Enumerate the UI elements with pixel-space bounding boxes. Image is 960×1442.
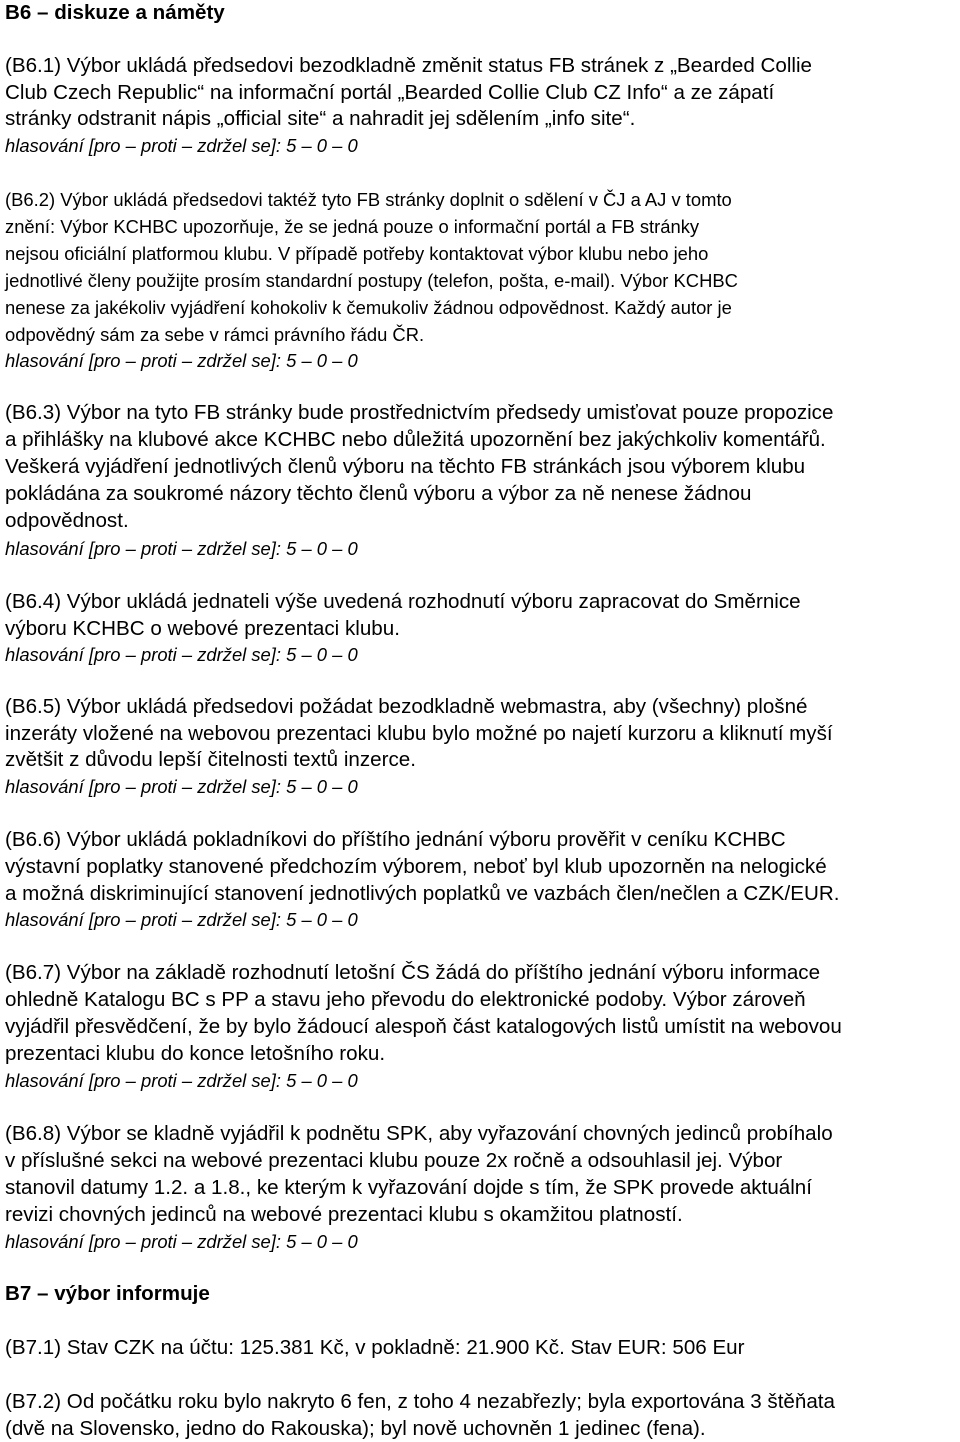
paragraph-line: stanovil datumy 1.2. a 1.8., ke kterým k vyřazování dojde s tím, že SPK provede aktuální: [5, 1176, 812, 1199]
paragraph-line: odpovědnost.: [5, 509, 129, 532]
paragraph-line: (B6.5) Výbor ukládá předsedovi požádat bezodkladně webmastra, aby (všechny) plošné: [5, 695, 808, 718]
vote-line: hlasování [pro – proti – zdržel se]: 5 – 0 – 0: [5, 135, 358, 156]
paragraph-line: inzeráty vložené na webovou prezentaci klubu bylo možné po najetí kurzoru a kliknutí myší: [5, 722, 833, 745]
paragraph-line: (B6.4) Výbor ukládá jednateli výše uvedená rozhodnutí výboru zapracovat do Směrnice: [5, 590, 801, 613]
paragraph-line: revizi chovných jedinců na webové prezentaci klubu s okamžitou platností.: [5, 1203, 683, 1226]
section-b6-heading: B6 – diskuze a náměty: [5, 1, 225, 24]
paragraph-line: zvětšit z důvodu lepší čitelnosti textů inzerce.: [5, 748, 416, 771]
vote-line: hlasování [pro – proti – zdržel se]: 5 – 0 – 0: [5, 644, 358, 665]
paragraph-line: (B7.1) Stav CZK na účtu: 125.381 Kč, v pokladně: 21.900 Kč. Stav EUR: 506 Eur: [5, 1336, 745, 1359]
paragraph-line: odpovědný sám za sebe v rámci právního řádu ČR.: [5, 324, 425, 345]
paragraph-line: stránky odstranit nápis „official site“ a nahradit jej sdělením „info site“.: [5, 107, 636, 130]
paragraph-line: jednotlivé členy použijte prosím standardní postupy (telefon, pošta, e-mail). Výbor KCHBC: [5, 270, 738, 291]
paragraph-line: (B6.6) Výbor ukládá pokladníkovi do příštího jednání výboru prověřit v ceníku KCHBC: [5, 828, 786, 851]
paragraph-line: výboru KCHBC o webové prezentaci klubu.: [5, 617, 400, 640]
vote-line: hlasování [pro – proti – zdržel se]: 5 – 0 – 0: [5, 538, 358, 559]
vote-line: hlasování [pro – proti – zdržel se]: 5 – 0 – 0: [5, 1231, 358, 1252]
paragraph-line: Veškerá vyjádření jednotlivých členů výboru na těchto FB stránkách jsou výborem klubu: [5, 455, 806, 478]
paragraph-line: (dvě na Slovensko, jedno do Rakouska); byl nově uchovněn 1 jedinec (fena).: [5, 1417, 706, 1440]
paragraph-line: znění: Výbor KCHBC upozorňuje, že se jedná pouze o informační portál a FB stránky: [5, 216, 700, 237]
paragraph-line: nejsou oficiální platformou klubu. V případě potřeby kontaktovat výbor klubu nebo jeho: [5, 243, 709, 264]
paragraph-line: v příslušné sekci na webové prezentaci klubu pouze 2x ročně a odsouhlasil jej. Výbor: [5, 1149, 783, 1172]
vote-line: hlasování [pro – proti – zdržel se]: 5 – 0 – 0: [5, 776, 358, 797]
paragraph-line: (B6.7) Výbor na základě rozhodnutí letošní ČS žádá do příštího jednání výboru informace: [5, 961, 821, 984]
vote-line: hlasování [pro – proti – zdržel se]: 5 – 0 – 0: [5, 350, 358, 371]
paragraph-line: (B6.8) Výbor se kladně vyjádřil k podnětu SPK, aby vyřazování chovných jedinců probíhalo: [5, 1122, 833, 1145]
paragraph-line: pokládána za soukromé názory těchto členů výboru a výbor za ně nenese žádnou: [5, 482, 752, 505]
vote-line: hlasování [pro – proti – zdržel se]: 5 – 0 – 0: [5, 1070, 358, 1091]
paragraph-line: (B6.2) Výbor ukládá předsedovi taktéž tyto FB stránky doplnit o sdělení v ČJ a AJ v tomto: [5, 189, 732, 210]
paragraph-line: výstavní poplatky stanovené předchozím výborem, neboť byl klub upozorněn na nelogické: [5, 855, 827, 878]
paragraph-line: ohledně Katalogu BC s PP a stavu jeho převodu do elektronické podoby. Výbor zároveň: [5, 988, 806, 1011]
paragraph-line: vyjádřil přesvědčení, že by bylo žádoucí alespoň část katalogových listů umístit na webovou: [5, 1015, 842, 1038]
paragraph-line: (B6.1) Výbor ukládá předsedovi bezodkladně změnit status FB stránek z „Bearded Collie: [5, 54, 813, 77]
paragraph-line: a přihlášky na klubové akce KCHBC nebo důležitá upozornění bez jakýchkoliv komentářů.: [5, 428, 826, 451]
paragraph-line: prezentaci klubu do konce letošního roku.: [5, 1042, 386, 1065]
vote-line: hlasování [pro – proti – zdržel se]: 5 – 0 – 0: [5, 909, 358, 930]
section-b7-heading: B7 – výbor informuje: [5, 1282, 210, 1305]
paragraph-line: nenese za jakékoliv vyjádření kohokoliv k čemukoliv žádnou odpovědnost. Každý autor je: [5, 297, 732, 318]
paragraph-line: (B7.2) Od počátku roku bylo nakryto 6 fen, z toho 4 nezabřezly; byla exportována 3 štěňata: [5, 1390, 835, 1413]
paragraph-line: Club Czech Republic“ na informační portál „Bearded Collie Club CZ Info“ a ze zápatí: [5, 81, 775, 104]
paragraph-line: a možná diskriminující stanovení jednotlivých poplatků ve vazbách člen/nečlen a CZK/EUR.: [5, 882, 840, 905]
paragraph-line: (B6.3) Výbor na tyto FB stránky bude prostřednictvím předsedy umisťovat pouze propozice: [5, 401, 834, 424]
